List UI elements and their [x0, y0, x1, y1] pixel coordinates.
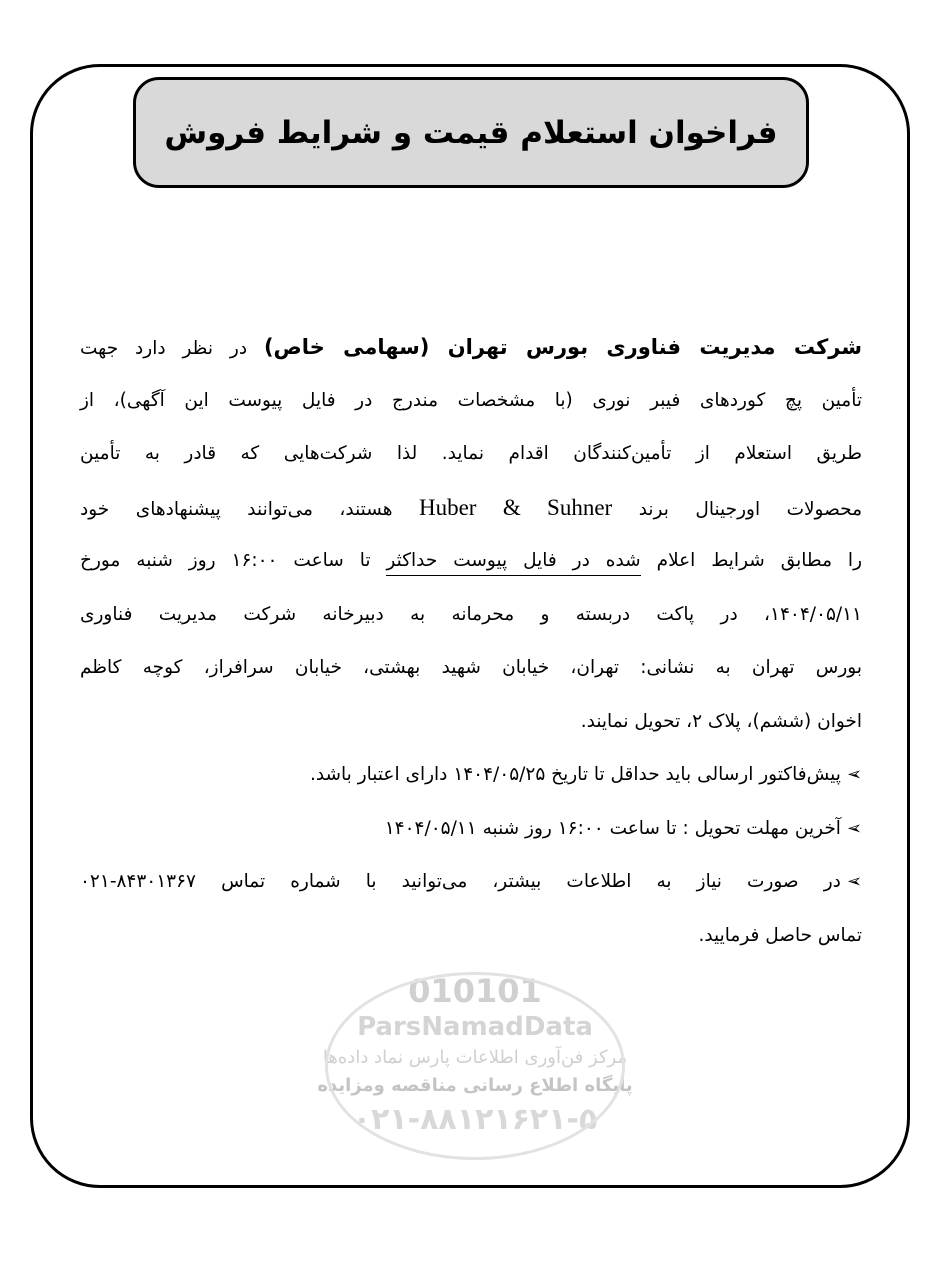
line-text: محصولات اورجینال برند: [612, 498, 862, 520]
paragraph-line: تأمین پچ کوردهای فیبر نوری (با مشخصات مندرج در فایل پیوست این آگهی)، از: [80, 389, 862, 411]
line-text: تا ساعت ۱۶:۰۰ روز شنبه مورخ: [80, 550, 387, 571]
bullet-continuation: تماس حاصل فرمایید.: [698, 924, 862, 946]
paragraph-line: طریق استعلام از تأمین‌کنندگان اقدام نماید. لذا شرکت‌هایی که قادر به تأمین: [80, 443, 862, 464]
paragraph-line: ۱۴۰۴/۰۵/۱۱، در پاکت دربسته و محرمانه به دبیرخانه شرکت مدیریت فناوری: [80, 603, 862, 625]
bullet-text: آخرین مهلت تحویل : تا ساعت ۱۶:۰۰ روز شنبه ۱۴۰۴/۰۵/۱۱: [384, 817, 841, 839]
bullet-item: [80, 755, 862, 809]
paragraph-line: اخوان (ششم)، پلاک ۲، تحویل نمایند.: [580, 710, 862, 732]
watermark-digits: 010101: [408, 972, 542, 1010]
watermark-phone: ۰۲۱-۸۸۱۲۱۶۲۱-۵: [352, 1102, 598, 1137]
title-box: [133, 77, 809, 188]
notice-title: فراخوان استعلام قیمت و شرایط فروش: [164, 114, 778, 151]
paragraph-line: [80, 327, 862, 381]
line-text: هستند، می‌توانند پیشنهادهای خود: [80, 498, 419, 520]
notice-body: [80, 327, 862, 969]
company-name: شرکت مدیریت فناوری بورس تهران (سهامی خاص): [263, 335, 863, 359]
paragraph-line: [80, 488, 862, 542]
bullet-item: [80, 809, 862, 863]
underlined-text: شده در فایل پیوست حداکثر: [386, 550, 640, 576]
bullet-text: پیش‌فاکتور ارسالی باید حداقل تا تاریخ ۱۴۰۴/۰۵/۲۵ دارای اعتبار باشد.: [309, 764, 841, 785]
line-text: در نظر دارد جهت: [80, 338, 264, 359]
watermark-line2: پایگاه اطلاع رسانی مناقصه ومزایده: [317, 1075, 633, 1096]
line-text: را مطابق شرایط اعلام: [640, 550, 862, 571]
arrowhead-bullet-icon: ➢: [846, 817, 862, 839]
bullet-item: [80, 862, 862, 916]
watermark-brand: ParsNamadData: [357, 1012, 593, 1042]
paragraph-line: بورس تهران به نشانی: تهران، خیابان شهید بهشتی، خیابان سرافراز، کوچه کاظم: [80, 657, 862, 678]
bullet-text: در صورت نیاز به اطلاعات بیشتر، می‌توانید با شماره تماس ۸۴۳۰۱۳۶۷-۰۲۱: [80, 871, 841, 892]
watermark-line1: مرکز فن‌آوری اطلاعات پارس نماد داده‌ها: [322, 1047, 628, 1068]
arrowhead-bullet-icon: ➢: [846, 871, 862, 892]
paragraph-line: [80, 541, 862, 595]
arrowhead-bullet-icon: ➢: [846, 764, 862, 785]
brand-name: Huber & Suhner: [418, 494, 613, 520]
